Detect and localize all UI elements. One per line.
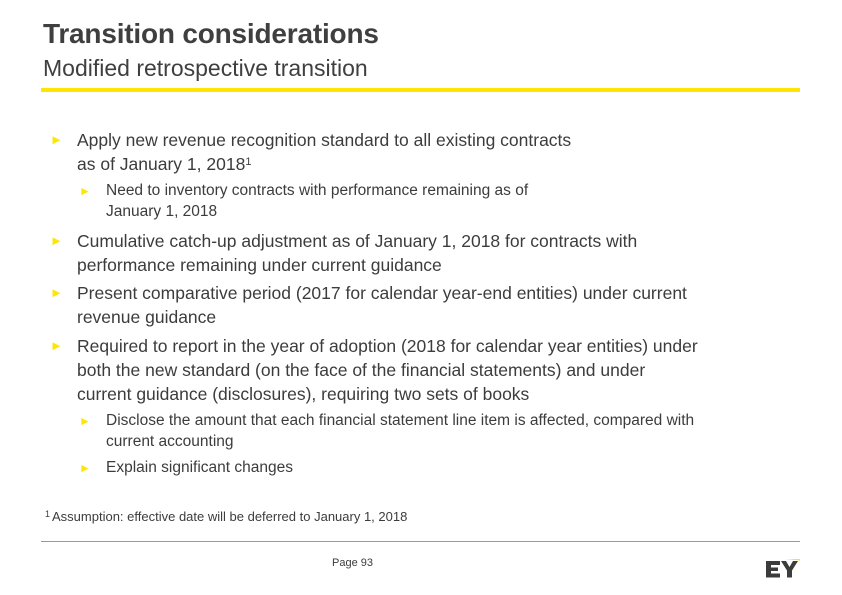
bullet-4 [77,334,802,406]
bullet-arrow-icon: ► [50,338,63,353]
footnote [45,509,407,524]
bullet-1-sub-1 [106,180,806,222]
bullet-1-line-2-text: as of January 1, 2018 [77,154,246,174]
bullet-4-line-1: Required to report in the year of adoption (2018 for calendar year entities) under [77,336,698,356]
bullet-3-line-2: revenue guidance [77,307,217,327]
bullet-4-line-2: both the new standard (on the face of the financial statements) and under [77,360,646,380]
footnote-text: Assumption: effective date will be deferred to January 1, 2018 [52,509,408,524]
bullet-1-sub-1-line-2: January 1, 2018 [106,203,218,220]
page-number: Page 93 [332,557,373,569]
sub-bullet-arrow-icon: ► [79,414,91,428]
bullet-4-sub-1-line-1: Disclose the amount that each financial statement line item is affected, compared with [106,412,695,429]
sub-bullet-arrow-icon: ► [79,461,91,475]
bullet-4-line-3: current guidance (disclosures), requiring two sets of books [77,384,530,404]
slide-title: Transition considerations [43,18,379,49]
bullet-3-line-1: Present comparative period (2017 for calendar year-end entities) under current [77,283,687,303]
bullet-4-sub-1 [106,410,806,452]
sub-bullet-arrow-icon: ► [79,184,91,198]
footer-divider [41,541,800,542]
bullet-2-line-2: performance remaining under current guidance [77,255,442,275]
title-divider [41,88,800,92]
ey-logo-icon [766,559,800,584]
bullet-arrow-icon: ► [50,285,63,300]
bullet-2-line-1: Cumulative catch-up adjustment as of January 1, 2018 for contracts with [77,231,638,251]
bullet-arrow-icon: ► [50,233,63,248]
bullet-1 [77,128,802,176]
bullet-4-sub-2 [106,457,806,478]
bullet-3 [77,281,802,329]
bullet-4-sub-2-line-1: Explain significant changes [106,459,293,476]
bullet-1-sub-1-line-1: Need to inventory contracts with performance remaining as of [106,182,529,199]
bullet-1-line-1: Apply new revenue recognition standard to all existing contracts [77,130,572,150]
bullet-1-line-2 [77,152,802,176]
slide-subtitle: Modified retrospective transition [43,55,368,81]
bullet-4-sub-1-line-2: current accounting [106,433,234,450]
footnote-mark: 1 [45,509,51,519]
footnote-reference: 1 [245,156,252,168]
bullet-2 [77,229,802,277]
bullet-arrow-icon: ► [50,132,63,147]
